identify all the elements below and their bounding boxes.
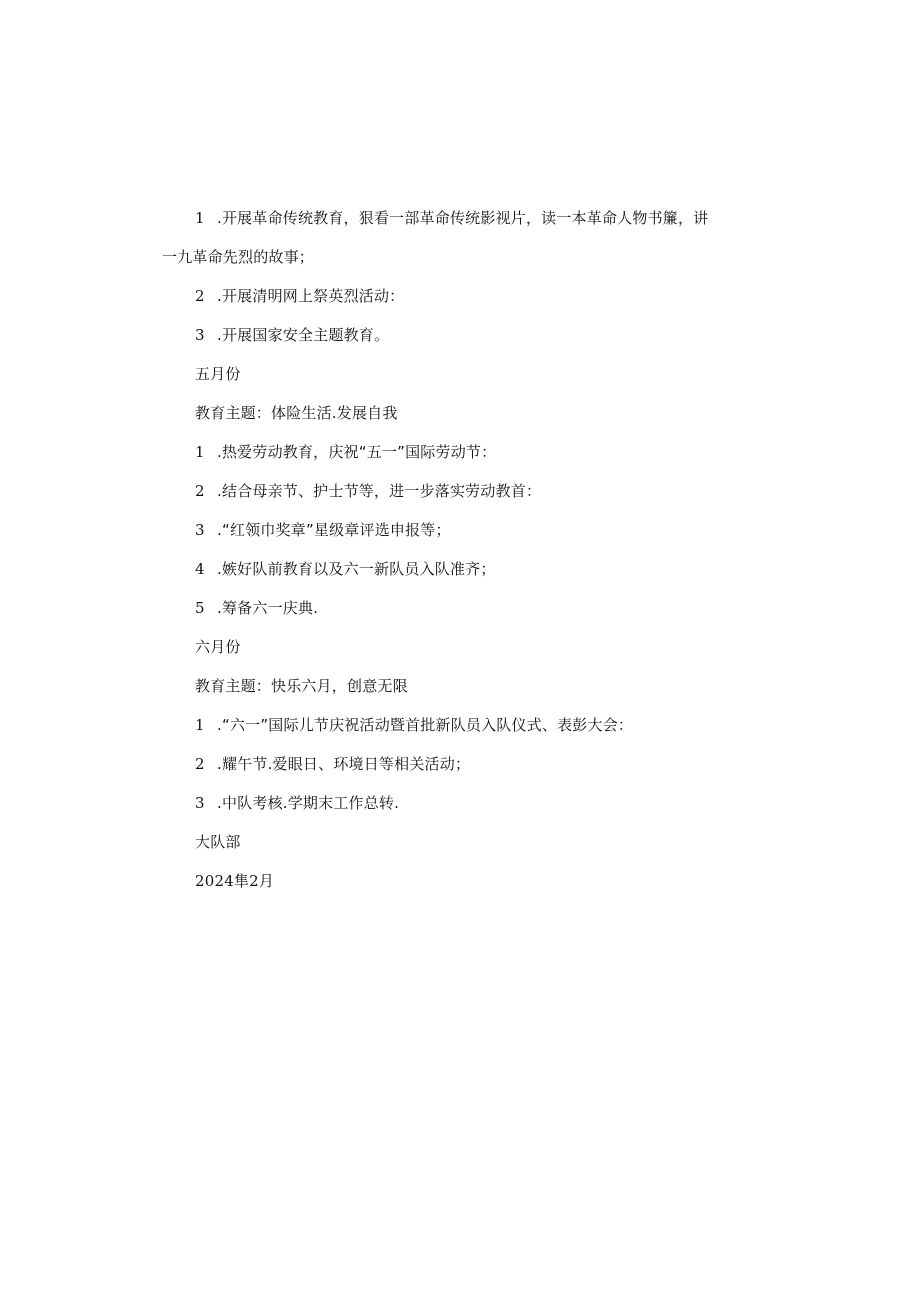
item-text: .嫉好队前教育以及六一新队员入队准齐；	[217, 560, 496, 578]
month-heading: 五月份	[195, 365, 241, 383]
item-number: 2	[195, 482, 205, 500]
list-item	[195, 442, 496, 462]
item-number: 2	[195, 287, 205, 305]
item-text: .“红领巾奖章”星级章评选申报等；	[217, 521, 451, 539]
item-number: 5	[195, 599, 205, 617]
item-text: .开展国家安全主题教育。	[217, 326, 390, 344]
list-item-continuation: 一九革命先烈的故事；	[162, 248, 315, 266]
item-number: 3	[195, 521, 205, 539]
item-number: 1	[195, 716, 205, 734]
item-text: .开展革命传统教育，狠看一部革命传统影视片，读一本革命人物书簾，讲	[217, 209, 709, 227]
item-number: 2	[195, 755, 205, 773]
list-item	[195, 715, 633, 735]
item-number: 4	[195, 560, 205, 578]
item-number: 1	[195, 443, 205, 461]
month-heading: 六月份	[195, 638, 241, 656]
list-item	[195, 754, 470, 774]
list-item	[195, 325, 389, 345]
list-item	[195, 559, 496, 579]
list-item	[195, 520, 451, 540]
item-number: 3	[195, 794, 205, 812]
item-text: .热爱劳动教育，庆祝“五一”国际劳动节：	[217, 443, 497, 461]
theme-line: 教育主题：体险生活.发展自我	[195, 404, 398, 422]
item-text: .耀午节.爱眼日、环境日等相关活动；	[217, 755, 471, 773]
item-text: .结合母亲节、护士节等，进一步落实劳动教首：	[217, 482, 542, 500]
document-date: 2024隼2月	[195, 872, 275, 890]
list-item	[195, 481, 541, 501]
item-text: .“六一”国际儿节庆祝活动暨首批新队员入队仪式、表彭大会：	[217, 716, 634, 734]
list-item	[195, 208, 708, 228]
list-item	[195, 286, 404, 306]
item-text: .筹备六一庆典.	[217, 599, 319, 617]
list-item	[195, 793, 399, 813]
list-item	[195, 598, 318, 618]
theme-line: 教育主题：快乐六月，创意无限	[195, 677, 408, 695]
item-number: 1	[195, 209, 205, 227]
item-text: .开展清明网上祭英烈活动：	[217, 287, 405, 305]
item-number: 3	[195, 326, 205, 344]
item-text: .中队考核.学期末工作总转.	[217, 794, 400, 812]
organization-signature: 大队部	[195, 833, 241, 851]
